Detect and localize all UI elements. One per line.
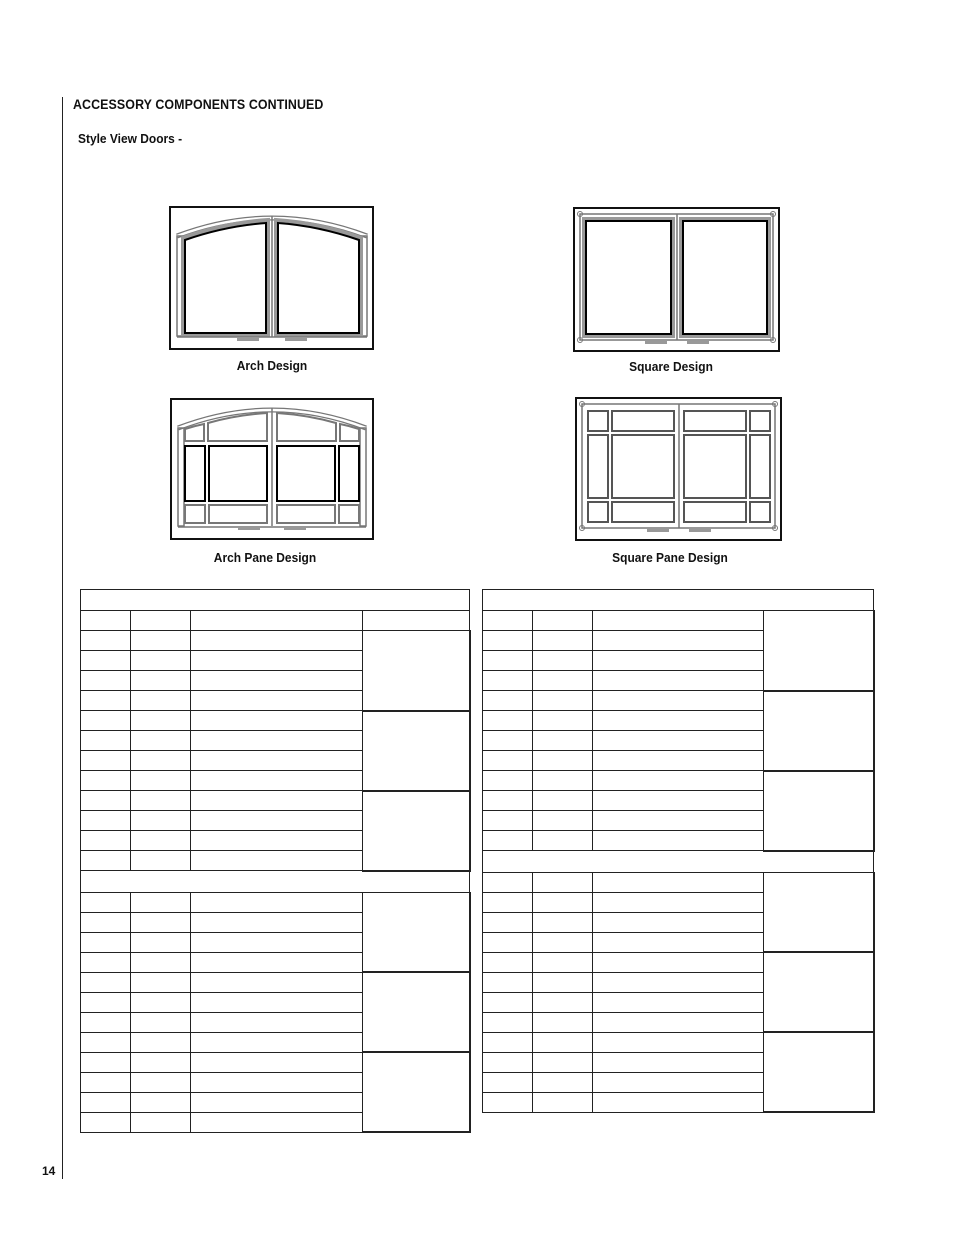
table-row	[483, 872, 874, 892]
table-header-row	[81, 611, 470, 631]
group-cell	[363, 631, 470, 711]
table-section-row	[81, 871, 470, 893]
arch-design-caption: Arch Design	[236, 358, 308, 373]
table-row	[483, 771, 874, 791]
table-row	[81, 631, 470, 651]
table-row	[483, 691, 874, 711]
group-cell	[363, 1052, 470, 1132]
arch-pane-design-caption: Arch Pane Design	[213, 550, 317, 565]
right-parts-table	[482, 589, 875, 1113]
section-subheading: Style View Doors -	[78, 131, 183, 146]
table-row	[81, 892, 470, 912]
margin-rule	[62, 97, 63, 1179]
table-title-row	[483, 590, 874, 611]
table-title	[81, 590, 470, 611]
arch-pane-door-illustration	[170, 398, 375, 541]
group-cell	[363, 791, 470, 871]
group-cell	[764, 771, 874, 851]
square-design-caption: Square Design	[629, 359, 713, 374]
group-cell	[764, 611, 874, 691]
group-cell	[764, 1032, 874, 1112]
table-row	[81, 972, 470, 992]
group-cell	[363, 711, 470, 791]
group-cell	[764, 872, 874, 952]
section-heading: ACCESSORY COMPONENTS CONTINUED	[73, 97, 324, 112]
left-parts-table	[80, 589, 471, 1133]
table-section-row	[483, 851, 874, 873]
table-row	[81, 711, 470, 731]
table-header-row	[483, 611, 874, 631]
table-row	[81, 1052, 470, 1072]
table-row	[483, 952, 874, 972]
group-cell	[764, 691, 874, 771]
square-pane-door-illustration	[575, 397, 783, 542]
table-title	[483, 590, 874, 611]
table-section-title	[81, 871, 470, 893]
group-cell	[764, 952, 874, 1032]
table-row	[81, 791, 470, 811]
table-title-row	[81, 590, 470, 611]
arch-door-illustration	[169, 206, 375, 351]
group-cell	[363, 972, 470, 1052]
page-number: 14	[42, 1164, 56, 1178]
square-pane-design-caption: Square Pane Design	[612, 550, 728, 565]
table-row	[483, 1032, 874, 1052]
group-cell	[363, 892, 470, 972]
table-section-title	[483, 851, 874, 873]
square-door-illustration	[573, 207, 781, 353]
